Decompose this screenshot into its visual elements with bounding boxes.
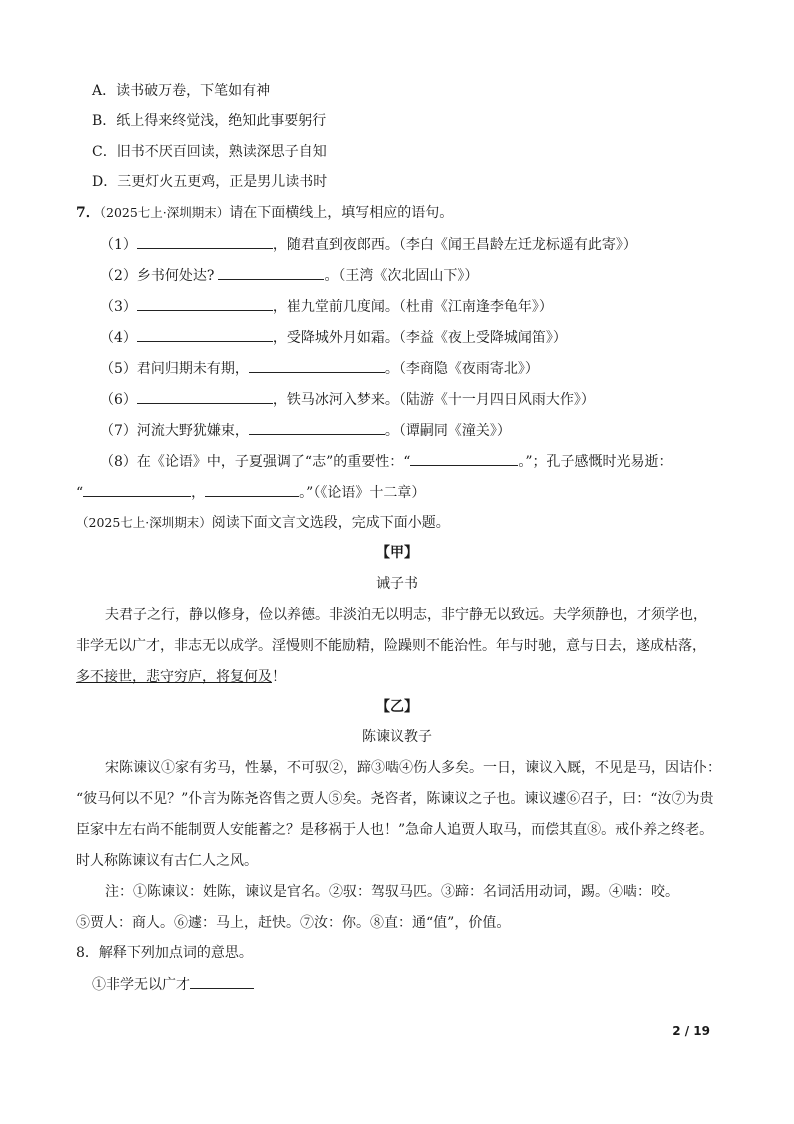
fill-item-6: （6） ，铁马冰河入梦来。（陆游《十一月四日风雨大作》）: [100, 389, 595, 410]
fill-item-8-continued: “ ， 。”（《论语》十二章）: [76, 482, 425, 503]
fill-item-7: （7）河流大野犹嫌束， 。（谭嗣同《潼关》）: [100, 420, 511, 441]
question-8-title: 8．解释下列加点词的意思。: [76, 945, 253, 961]
fill-item-5: （5）君问归期未有期， 。（李商隐《夜雨寄北》）: [100, 358, 539, 379]
passage-jia-line-2: 非学无以广才，非志无以成学。淫慢则不能励精，险躁则不能治性。年与时驰，意与日去，遂成枯落，: [76, 638, 706, 654]
fill-item-4: （4） ，受降城外月如霜。（李益《夜上受降城闻笛》）: [100, 327, 567, 348]
answer-blank[interactable]: [190, 974, 254, 989]
answer-blank[interactable]: [137, 234, 273, 249]
section-label-jia: 【甲】: [376, 545, 418, 561]
underlined-sentence: 多不接世，悲守穷庐，将复何及: [76, 669, 272, 685]
option-d: D．三更灯火五更鸡，正是男儿读书时: [92, 174, 328, 190]
reading-intro: （2025七上·深圳期末）阅读下面文言文选段，完成下面小题。: [76, 515, 450, 531]
passage-title-jia: 诫子书: [376, 576, 418, 592]
option-a: A．读书破万卷，下笔如有神: [92, 83, 271, 99]
answer-blank[interactable]: [137, 327, 273, 342]
passage-jia-line-3: 多不接世，悲守穷庐，将复何及！: [76, 669, 286, 685]
question-prompt: 请在下面横线上，填写相应的语句。: [229, 205, 454, 221]
question-source: （2025七上·深圳期末）: [99, 205, 230, 220]
fill-item-3: （3） ，崔九堂前几度闻。（杜甫《江南逢李龟年》）: [100, 296, 553, 317]
answer-blank[interactable]: [205, 482, 299, 497]
answer-blank[interactable]: [137, 296, 273, 311]
fill-item-1: （1） ，随君直到夜郎西。（李白《闻王昌龄左迁龙标遥有此寄》）: [100, 234, 637, 255]
passage-yi-line-2: “彼马何以不见？”仆言为陈尧咨售之贾人⑤矣。尧咨者，陈谏议之子也。谏议遽⑥召子，曰：“汝⑦为贵: [76, 791, 714, 807]
passage-yi-line-4: 时人称陈谏议有古仁人之风。: [76, 853, 258, 869]
page-number: 2 / 19: [672, 1024, 710, 1038]
answer-blank[interactable]: [83, 482, 191, 497]
question-7-header: [76, 203, 453, 223]
section-label-yi: 【乙】: [376, 699, 418, 715]
answer-blank[interactable]: [249, 358, 385, 373]
question-number: 7．: [76, 205, 100, 221]
answer-blank[interactable]: [137, 389, 273, 404]
passage-title-yi: 陈谏议教子: [362, 729, 432, 745]
fill-item-2: （2）乡书何处达? 。（王湾《次北固山下》）: [100, 265, 478, 286]
option-b: B．纸上得来终觉浅，绝知此事要躬行: [92, 113, 327, 129]
fill-item-8: （8）在《论语》中，子夏强调了“志”的重要性：“ 。”；孔子感慨时光易逝：: [100, 451, 673, 472]
passage-yi-line-1: 宋陈谏议①家有劣马，性暴，不可驭②，蹄③啮④伤人多矣。一日，谏议入厩，不见是马，因诘仆：: [105, 760, 721, 776]
answer-blank[interactable]: [218, 265, 324, 280]
notes-line-1: 注：①陈谏议：姓陈，谏议是官名。②驭：驾驭马匹。③蹄：名词活用动词，踢。④啮：咬。: [105, 884, 679, 900]
passage-jia-line-1: 夫君子之行，静以修身，俭以养德。非淡泊无以明志，非宁静无以致远。夫学须静也，才须学也，: [105, 607, 707, 623]
answer-blank[interactable]: [410, 451, 518, 466]
question-8-item-1: ①非学无以广才: [92, 974, 254, 995]
notes-line-2: ⑤贾人：商人。⑥遽：马上，赶快。⑦汝：你。⑧直：通“值”，价值。: [76, 915, 511, 931]
passage-yi-line-3: 臣家中左右尚不能制贾人安能蓄之？是移祸于人也！”急命人追贾人取马，而偿其直⑧。戒仆养之终老。: [76, 822, 714, 838]
option-c: C．旧书不厌百回读，熟读深思子自知: [92, 144, 327, 160]
answer-blank[interactable]: [249, 420, 385, 435]
